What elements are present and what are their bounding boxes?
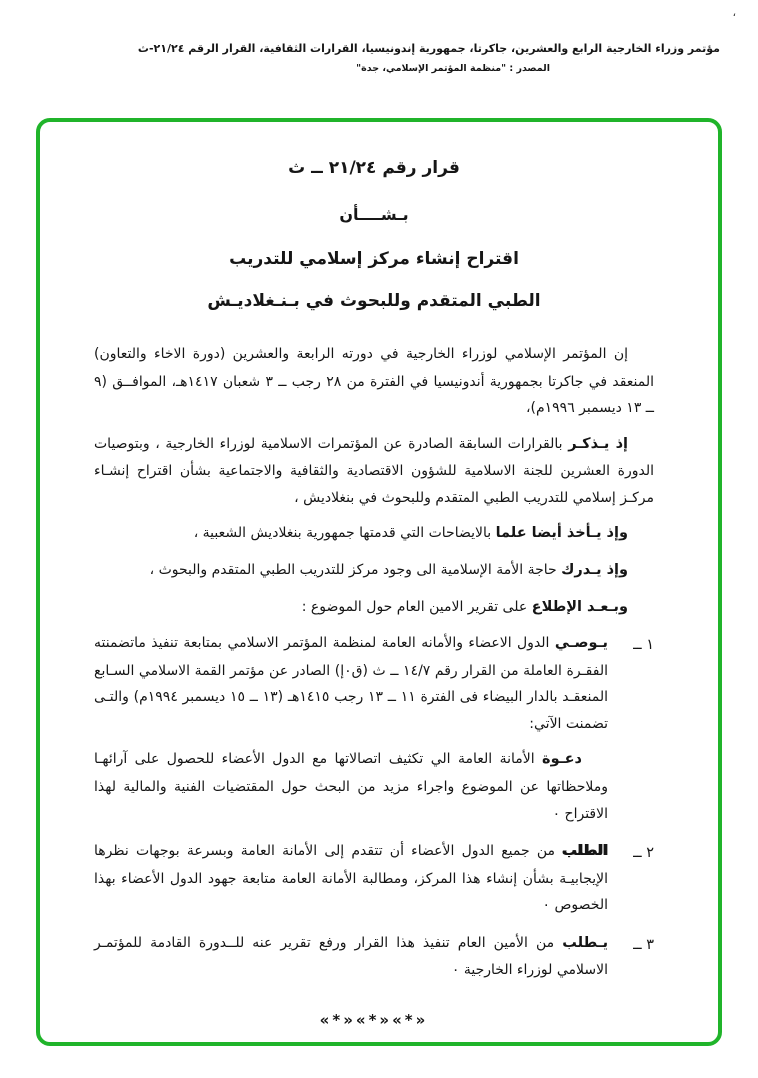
operative-item-1 — [94, 630, 654, 827]
preamble-paragraph — [94, 341, 654, 422]
item-body — [94, 630, 608, 827]
item-text: من الأمين العام تنفيذ هذا القرار ورفع تقرير عنه للــدورة القادمة للمؤتمـر الاسلامي لوزراء الخارجية ٠ — [94, 934, 608, 979]
paragraph-lead: وإذ يـأخذ أيضا علما — [495, 525, 628, 542]
title-subject-line1: اقتراح إنشاء مركز إسلامي للتدريب — [229, 249, 519, 269]
item-body — [94, 930, 608, 984]
header-citation-line: مؤتمر وزراء الخارجية الرابع والعشرين، جاكرتا، جمهورية إندونيسيا، القرارات الثقافية، القرار الرقم ٢١/٢٤-ث — [137, 42, 720, 55]
item-lead: يـوصـي — [554, 635, 608, 652]
operative-items — [94, 630, 654, 984]
subparagraph-text: الأمانة العامة الي تكثيف اتصالاتها مع الدول الأعضاء للحصول على آرائهـا وملاحظاتها عن الموضوع واجراء مزيد من البحث حول المقتضيات الفنية والمالية لهذا الاقتراح ٠ — [94, 751, 608, 822]
item-text: الدول الاعضاء والأمانه العامة لمنظمة المؤتمر الاسلامي بمتابعة تنفيذ ماتضمنته الفقـرة العاملة من القرار رقم ١٤/٧ ــ ث (ق٠إ) الصادر عن مؤتمر القمة الاسلامي السـابع المنعقـد بالدار البيضاء فى الفترة ١١ ــ ١٣ رجب ١٤١٥هـ (١٣ ــ ١٥ ديسمبر ١٩٩٤م) والتـى تضمنت الآتي: — [94, 635, 608, 732]
resolution-number: قرار رقم ٢١/٢٤ ــ ث — [288, 158, 460, 178]
aware-paragraph — [94, 557, 654, 585]
item-lead: الطلب — [562, 843, 608, 860]
green-border-frame — [36, 118, 722, 1046]
taking-note-paragraph — [94, 520, 654, 548]
end-ornament: «*»«*»«*» — [319, 1011, 429, 1030]
paragraph-lead: وبـعـد الإطلاع — [531, 598, 628, 615]
having-reviewed-paragraph — [94, 594, 654, 622]
item-body — [94, 838, 608, 919]
operative-item-3 — [94, 930, 654, 984]
paragraph-text: بالايضاحات التي قدمتها جمهورية بنغلاديش الشعبية ، — [193, 525, 492, 542]
document-source-header — [28, 42, 720, 74]
paragraph-text: حاجة الأمة الإسلامية الى وجود مركز للتدريب الطبي المتقدم والبحوث ، — [149, 562, 557, 579]
resolution-content — [40, 122, 718, 1046]
title-regarding: بـشــــأن — [339, 205, 409, 224]
operative-item-2 — [94, 838, 654, 919]
item-number: ٣ ــ — [633, 936, 654, 953]
item-paragraph — [94, 630, 608, 737]
paragraph-text: بالقرارات السابقة الصادرة عن المؤتمرات الاسلامية لوزراء الخارجية ، وبتوصيات الدورة العشرين للجنة الاسلامية للشؤون الاقتصادية والثقافية والاجتماعية بشأن اقتراح إنشـاء مركـز إسلامي للتدريب الطبي المتقدم وللبحوث في بنغلاديش ، — [94, 435, 654, 506]
item-text: من جميع الدول الأعضاء أن تتقدم إلى الأمانة العامة وبسرعة بوجهات نظرها الإيجابيـة بشأن إنشاء هذا المركز، ومطالبة الأمانة العامة متابعة جهود الدول الأعضاء بهذا الخصوص ٠ — [94, 843, 608, 914]
subparagraph-lead: دعـوة — [542, 751, 582, 768]
item-number: ٢ ــ — [633, 845, 654, 862]
paragraph-lead: وإذ يـدرك — [561, 562, 628, 579]
item-lead: يـطلب — [562, 934, 609, 951]
item-number: ١ ــ — [633, 637, 654, 654]
paragraph-text: على تقرير الامين العام حول الموضوع : — [301, 598, 528, 615]
item-subparagraph — [94, 746, 608, 827]
resolution-title — [94, 158, 654, 311]
scan-corner-mark: ، — [732, 6, 736, 19]
item-paragraph — [94, 838, 608, 919]
recalling-paragraph — [94, 431, 654, 512]
header-source-line: المصدر : "منظمة المؤتمر الإسلامي، جدة" — [356, 63, 550, 74]
paragraph-lead: إذ يـذكـر — [568, 435, 628, 452]
resolution-body — [94, 341, 654, 1046]
paragraph-text: إن المؤتمر الإسلامي لوزراء الخارجية في دورته الرابعة والعشرين (دورة الاخاء والتعاون) المنعقد في جاكرتا بجمهورية أندونيسيا في الفترة من ٢٨ رجب ــ ٣ شعبان ١٤١٧هـ، الموافــق (٩ ــ ١٣ ديسمبر ١٩٩٦م)، — [94, 346, 655, 417]
item-paragraph — [94, 930, 608, 984]
title-subject-line2: الطبي المتقدم وللبحوث في بـنـغلاديـش — [207, 291, 541, 311]
